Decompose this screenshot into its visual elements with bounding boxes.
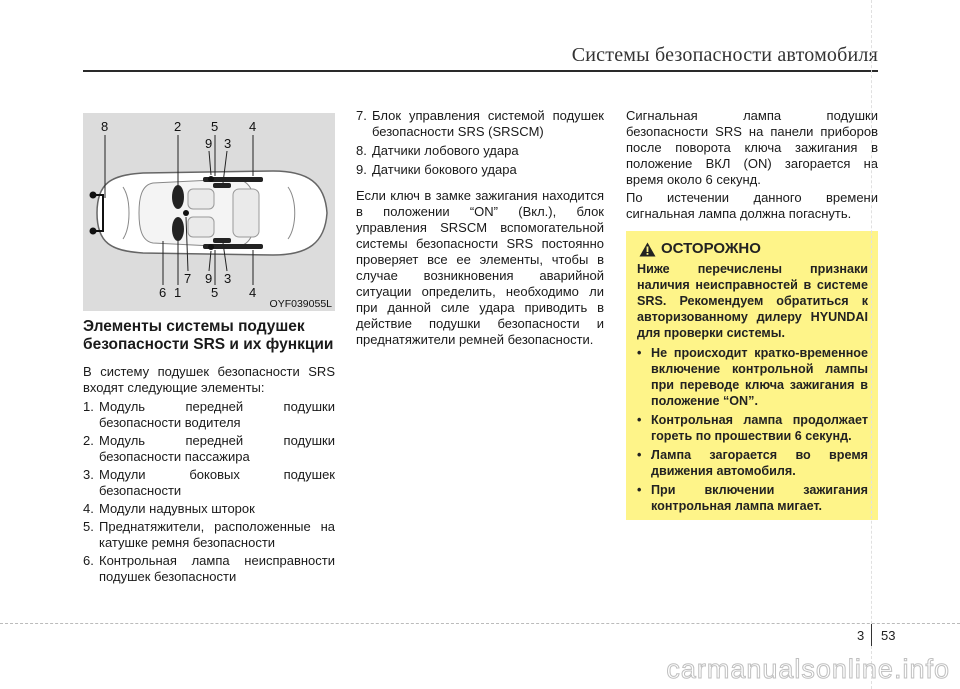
callout-1: 1 [174,285,182,300]
list-text: Модули боковых подушек безопасности [99,467,335,498]
watermark: carmanualsonline.info [666,654,950,684]
callout-3-bottom: 3 [224,271,232,286]
column-3 [626,108,878,224]
callout-5-top: 5 [211,119,219,134]
warning-list-item [637,345,868,409]
warning-triangle-icon [639,242,656,257]
figure-code: OYF039055L [269,298,332,310]
warning-item-text: Контрольная лампа продолжает гореть по прошествии 6 секунд. [651,413,868,443]
list-text: Контрольная лампа неисправности подушек безопасности [99,553,335,584]
page-vertical-guide [871,0,872,689]
warning-list [637,345,868,514]
component-list-continued [356,108,604,178]
callout-4-top: 4 [249,119,257,134]
list-item [356,143,604,159]
list-number: 2. [83,433,94,448]
warning-title-text: ОСТОРОЖНО [661,240,761,257]
list-item [83,467,335,499]
list-text: Модули надувных шторок [99,501,255,516]
section-title: Элементы системы подушек безопасности SRS и их функции [83,318,334,353]
list-text: Модуль передней подушки безопасности водителя [99,399,335,430]
callout-2-top: 2 [174,119,182,134]
list-item [356,162,604,178]
srs-diagram-figure [83,113,335,311]
callout-9-top: 9 [205,136,213,151]
bullet: • [637,413,642,427]
list-item [83,501,335,517]
callout-5-bottom: 5 [211,285,219,300]
warning-item-text: При включении зажигания контрольная лампа мигает. [651,483,868,513]
page-header-title: Системы безопасности автомобиля [571,44,878,66]
list-number: 9. [356,162,367,177]
list-text: Датчики бокового удара [372,162,517,177]
warning-list-item [637,482,868,514]
srscm-paragraph: Если ключ в замке зажигания находится в положении “ON” (Вкл.), блок управления SRSCM вспомогательной системы безопасности SRS постоянно проверяет все ее элементы, чтобы в случае возникновения аварийной ситуации определить, необходимо ли при данной силе удара приводить в действие подушки безопасности и преднатяжители ремней безопасности. [356,188,604,347]
list-text: Модуль передней подушки безопасности пассажира [99,433,335,464]
component-list [83,399,335,585]
list-number: 3. [83,467,94,482]
warning-item-text: Не происходит кратко-временное включение контрольной лампы при переводе ключа зажигания в положение “ON”. [651,346,868,408]
list-text: Датчики лобового удара [372,143,519,158]
bullet: • [637,346,642,360]
chapter-number: 3 [857,628,865,643]
warning-body: Ниже перечислены признаки наличия неисправностей в системе SRS. Рекомендуем обратиться к авторизованному дилеру HYUNDAI для проверки системы. [637,262,868,340]
warning-lamp-off-paragraph: По истечении данного времени сигнальная лампа должна погаснуть. [626,190,878,221]
header-rule [83,70,878,72]
warning-item-text: Лампа загорается во время движения автомобиля. [651,448,868,478]
footer-dashed-line [0,623,960,624]
warning-list-item [637,447,868,479]
callout-9-bottom: 9 [205,271,213,286]
bullet: • [637,483,642,497]
list-number: 7. [356,108,367,123]
list-text: Преднатяжители, расположенные на катушке ремня безопасности [99,519,335,550]
page-number-separator [871,624,872,646]
warning-lamp-paragraph: Сигнальная лампа подушки безопасности SRS на панели приборов после поворота ключа зажигания в положение ВКЛ (ON) загорается на время около 6 секунд. [626,108,878,187]
warning-list-item [637,412,868,444]
warning-box [626,231,878,520]
bullet: • [637,448,642,462]
callout-3-top: 3 [224,136,232,151]
column-2 [356,108,604,350]
list-number: 4. [83,501,94,516]
callout-4-bottom: 4 [249,285,257,300]
list-item [83,553,335,585]
list-number: 6. [83,553,94,568]
list-number: 5. [83,519,94,534]
list-item [356,108,604,140]
car-top-view-illustration [83,113,335,311]
list-item [83,399,335,431]
list-text: Блок управления системой подушек безопасности SRS (SRSCM) [372,108,604,139]
list-number: 8. [356,143,367,158]
callout-8: 8 [101,119,109,134]
callout-6: 6 [159,285,167,300]
warning-title [639,241,868,257]
intro-paragraph: В систему подушек безопасности SRS входят следующие элементы: [83,364,335,395]
callout-7: 7 [184,271,192,286]
list-item [83,433,335,465]
list-item [83,519,335,551]
column-1 [83,318,335,587]
list-number: 1. [83,399,94,414]
page-number: 53 [881,628,896,643]
